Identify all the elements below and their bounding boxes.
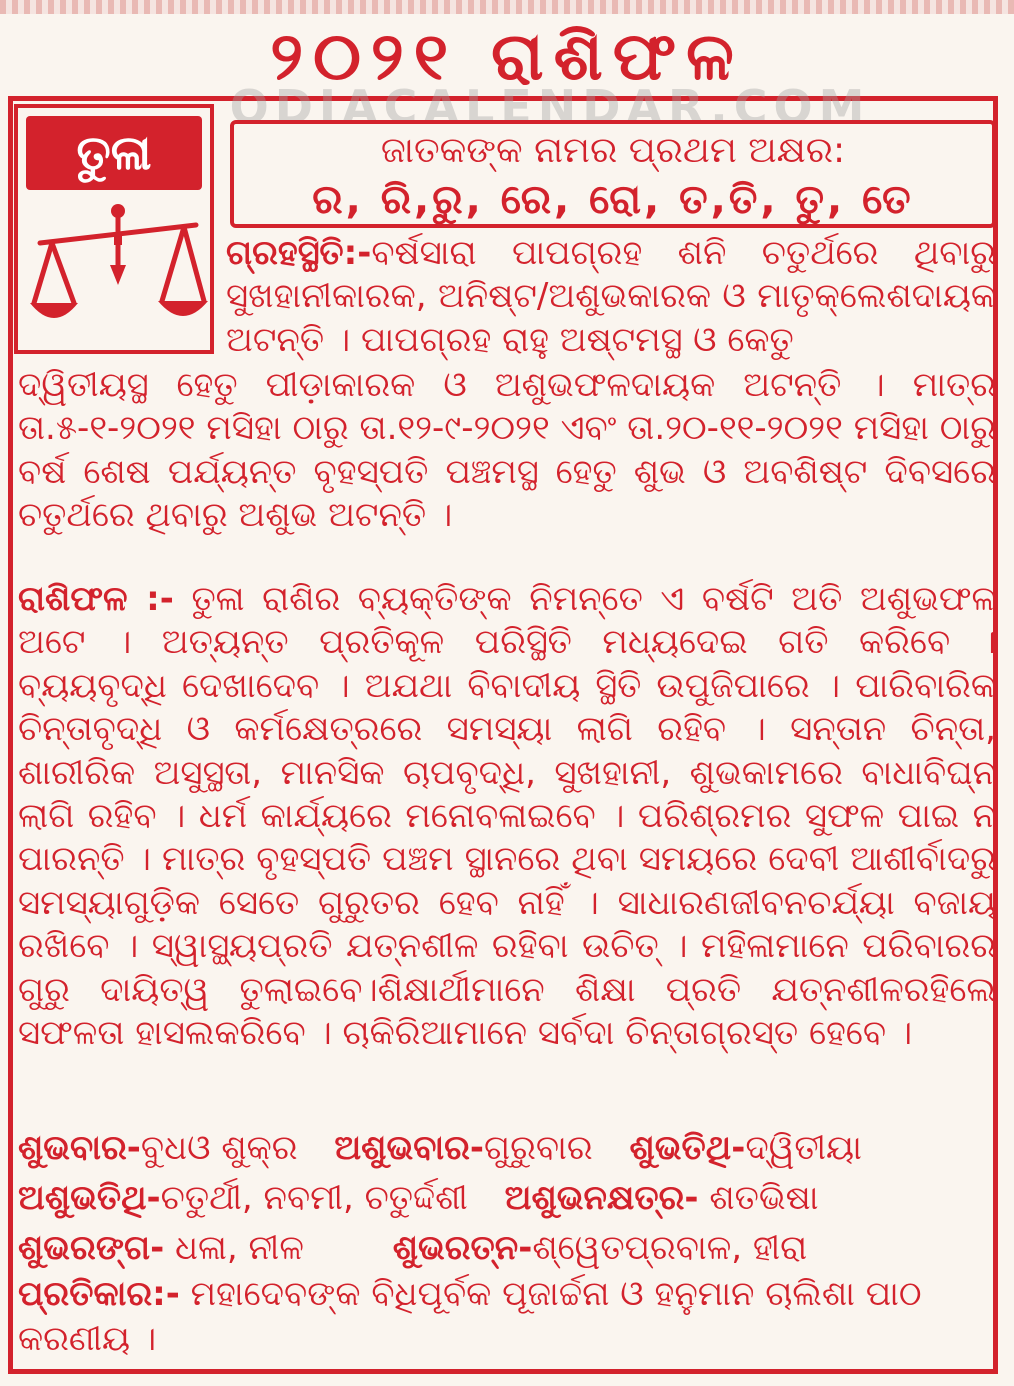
libra-scales-icon (28, 203, 208, 343)
bad-day-value: ଗୁରୁବାର (484, 1128, 593, 1168)
name-letters-box (230, 120, 996, 228)
bad-tithi-label: ଅଶୁଭତିଥି- (18, 1178, 161, 1218)
bad-nakshatra-value: ଶତଭିଷା (698, 1178, 819, 1218)
remedy-paragraph (18, 1272, 996, 1368)
name-letters-heading: ଜାତକଙ୍କ ନାମର ପ୍ରଥମ ଅକ୍ଷର: (380, 130, 846, 171)
bad-tithi-nakshatra-row (18, 1176, 996, 1220)
planetary-position-text-2: ଦ୍ୱିତୀୟସ୍ଥ ହେତୁ ପୀଡ଼ାକାରକ ଓ ଅଶୁଭଫଳଦାୟକ ଅଟନ୍ତି । ମାତ୍ର ତା.୫-୧-୨୦୨୧ ମସିହା ଠାରୁ ତା.୧୨-୯-୨୦୨୧ ଏବଂ ତା.୨୦-୧୧-୨୦୨୧ ମସିହା ଠାରୁ ବର୍ଷ ଶେଷ ପର୍ଯ୍ୟନ୍ତ ବୃହସ୍ପତି ପଞ୍ଚମସ୍ଥ ହେତୁ ଶୁଭ ଓ ଅବଶିଷ୍ଟ ଦିବସରେ ଚତୁର୍ଥରେ ଥିବାରୁ ଅଶୁଭ ଅଟନ୍ତି । (18, 365, 996, 536)
watermark-text: ODIACALENDAR.COM (229, 80, 871, 134)
bad-day-label: ଅଶୁଭବାର- (334, 1128, 485, 1168)
days-tithi-row (18, 1126, 996, 1170)
horoscope-text: ତୁଳା ରାଶିର ବ୍ୟକ୍ତିଙ୍କ ନିମନ୍ତେ ଏ ବର୍ଷଟି ଅତି ଅଶୁଭଫଳ ଅଟେ । ଅତ୍ୟନ୍ତ ପ୍ରତିକୂଳ ପରିସ୍ଥିତି ମଧ୍ୟଦେଇ ଗତି କରିବେ । ବ୍ୟୟବୃଦ୍ଧି ଦେଖାଦେବ । ଅଯଥା ବିବାଦୀୟ ସ୍ଥିତି ଉପୁଜିପାରେ । ପାରିବାରିକ ଚିନ୍ତାବୃଦ୍ଧି ଓ କର୍ମକ୍ଷେତ୍ରରେ ସମସ୍ୟା ଲାଗି ରହିବ । ସନ୍ତାନ ଚିନ୍ତା, ଶାରୀରିକ ଅସୁସ୍ଥତା, ମାନସିକ ଚାପବୃଦ୍ଧି, ସୁଖହାନୀ, ଶୁଭକାମରେ ବାଧାବିଘ୍ନ ଲାଗି ରହିବ । ଧର୍ମ କାର୍ଯ୍ୟରେ ମନୋବଳାଇବେ । ପରିଶ୍ରମର ସୁଫଳ ପାଇ ନ ପାରନ୍ତି । ମାତ୍ର ବୃହସ୍ପତି ପଞ୍ଚମ ସ୍ଥାନରେ ଥିବା ସମୟରେ ଦେବୀ ଆଶୀର୍ବାଦରୁ ସମସ୍ୟାଗୁଡ଼ିକ ସେତେ ଗୁରୁତର ହେବ ନାହିଁ । ସାଧାରଣଜୀବନଚର୍ଯ୍ୟା ବଜାୟ ରଖିବେ । ସ୍ୱାସ୍ଥ୍ୟପ୍ରତି ଯତ୍ନଶୀଳ ରହିବା ଉଚିତ୍ । ମହିଳାମାନେ ପରିବାରର ଗୁରୁ ଦାୟିତ୍ୱ ତୁଲାଇବେ।ଶିକ୍ଷାର୍ଥୀମାନେ ଶିକ୍ଷା ପ୍ରତି ଯତ୍ନଶୀଳରହିଲେ ସଫଳତା ହାସଲକରିବେ । ଚାକିରିଆମାନେ ସର୍ବଦା ଚିନ୍ତାଗ୍ରସ୍ତ ହେବେ । (18, 579, 996, 1054)
zodiac-sign-name: ତୁଳା (26, 116, 202, 190)
color-gem-row (18, 1226, 996, 1270)
remedy-label: ପ୍ରତିକାର:- (18, 1274, 180, 1314)
name-letters-list: ର, ରି,ରୁ, ରେ, ରୋ, ତ,ତି, ତୁ, ତେ (312, 177, 914, 223)
planetary-position-paragraph (226, 232, 996, 364)
planetary-position-text-1: ବର୍ଷସାରା ପାପଗ୍ରହ ଶନି ଚତୁର୍ଥରେ ଥିବାରୁ ସୁଖହାନୀକାରକ, ଅନିଷ୍ଟ/ଅଶୁଭକାରକ ଓ ମାତୃକ୍ଲେଶଦାୟକ ଅଟନ୍ତି । ପାପଗ୍ରହ ରାହୁ ଅଷ୍ଟମସ୍ଥ ଓ କେତୁ (226, 233, 996, 360)
planetary-position-label: ଗ୍ରହସ୍ଥିତି:- (226, 233, 372, 273)
good-day-label: ଶୁଭବାର- (18, 1128, 141, 1168)
remedy-text: ମହାଦେବଙ୍କ ବିଧିପୂର୍ବକ ପୂଜାର୍ଚ୍ଚନା ଓ ହନୁମାନ ଚାଲିଶା ପାଠ କରଣୀୟ । (18, 1274, 922, 1359)
good-tithi-label: ଶୁଭତିଥି- (629, 1128, 746, 1168)
bad-tithi-value: ଚତୁର୍ଥୀ, ନବମୀ, ଚତୁର୍ଦ୍ଦଶୀ (160, 1178, 468, 1218)
horoscope-paragraph (18, 578, 996, 1113)
horoscope-label: ରାଶିଫଳ :- (18, 579, 174, 619)
good-color-value: ଧଳା, ନୀଳ (164, 1228, 304, 1268)
bad-nakshatra-label: ଅଶୁଭନକ୍ଷତ୍ର- (504, 1178, 699, 1218)
planetary-position-continued (18, 364, 996, 574)
good-tithi-value: ଦ୍ୱିତୀୟା (745, 1128, 862, 1168)
good-color-label: ଶୁଭରଙ୍ଗ- (18, 1228, 165, 1268)
good-day-value: ବୁଧଓ ଶୁକ୍ର (140, 1128, 298, 1168)
page-title: ୨୦୨୧ ରାଶିଫଳ (270, 18, 744, 95)
top-decorative-strip (0, 0, 1014, 14)
good-gem-label: ଶୁଭରତ୍ନ- (392, 1228, 533, 1268)
good-gem-value: ଶ୍ୱେତପ୍ରବାଳ, ହୀରା (532, 1228, 808, 1268)
zodiac-sign-panel (14, 104, 214, 354)
